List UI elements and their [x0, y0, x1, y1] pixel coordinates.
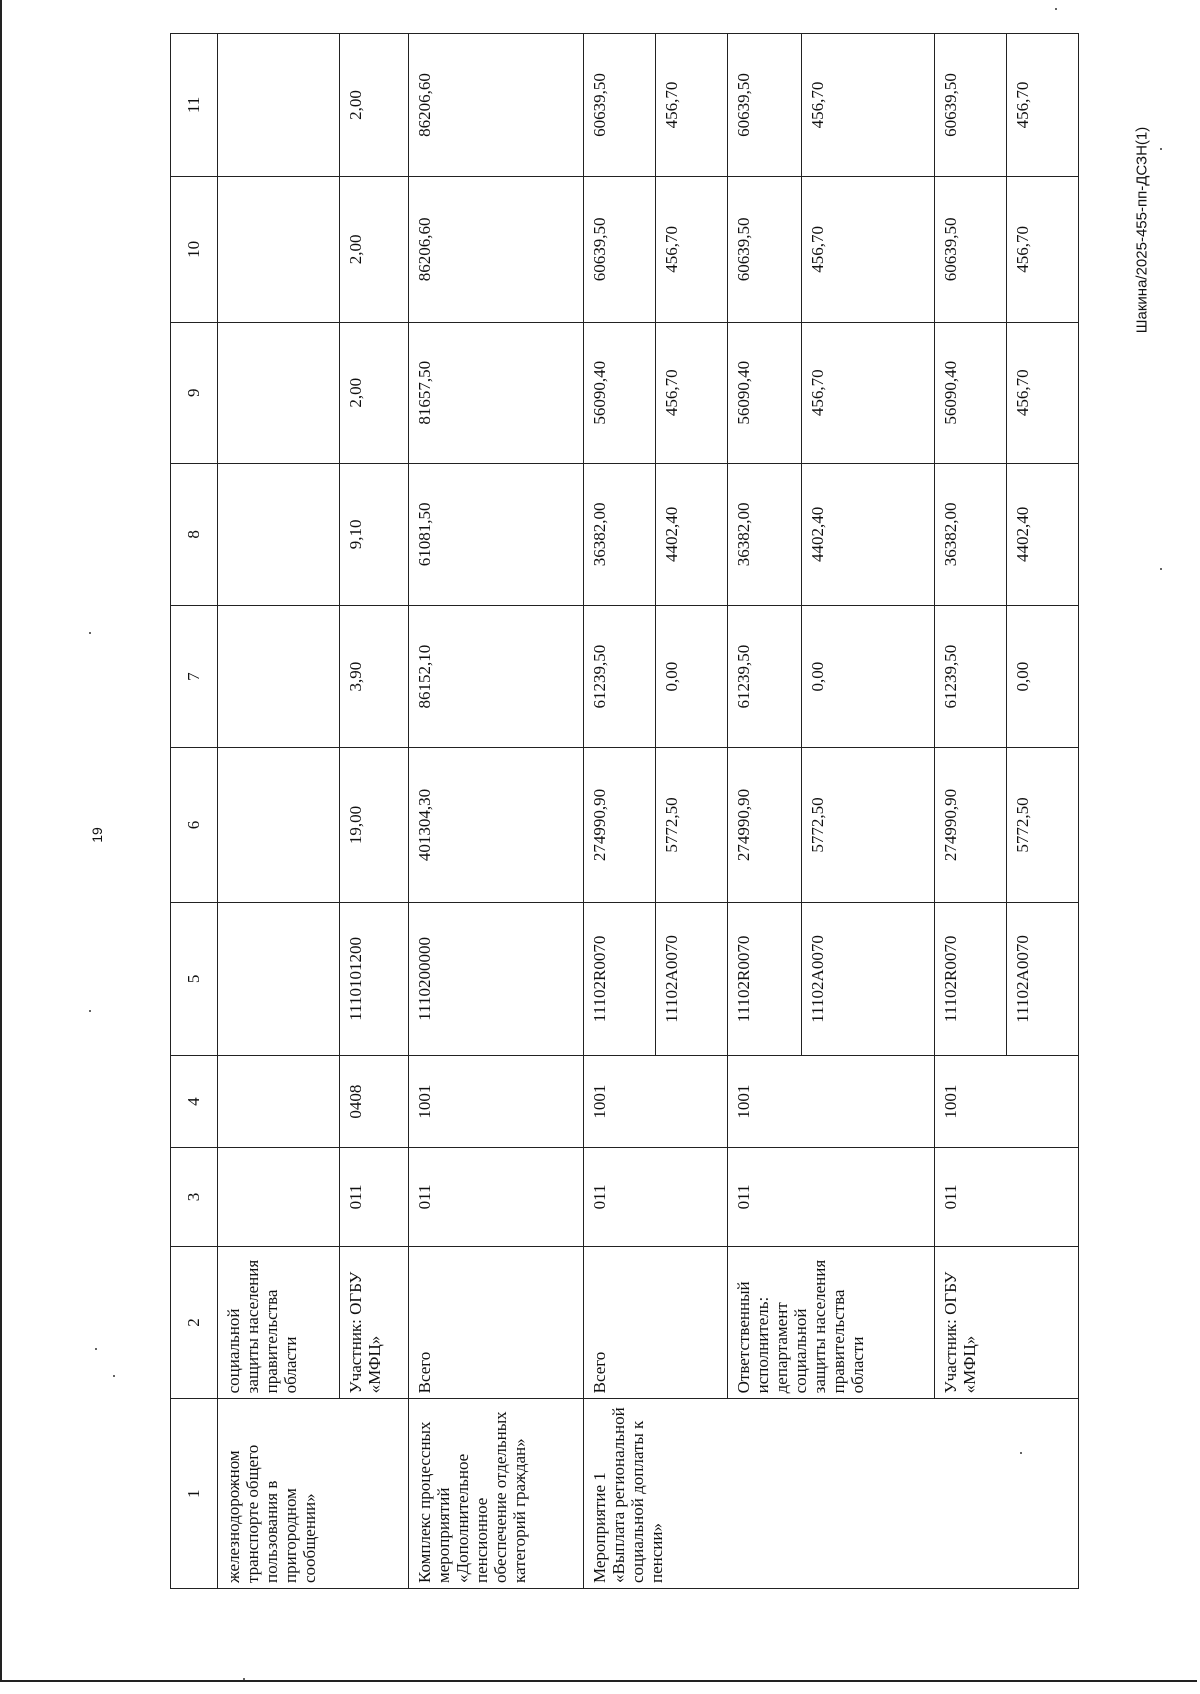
cell — [218, 903, 340, 1056]
header-cell: 6 — [171, 747, 218, 902]
header-cell: 7 — [171, 606, 218, 748]
participant-cell: социальной защиты населения правительства области — [218, 1246, 340, 1399]
cell: 456,70 — [655, 176, 727, 322]
cell — [218, 747, 340, 902]
cell: 0,00 — [802, 606, 935, 748]
cell: 274990,90 — [934, 747, 1006, 902]
cell: 56090,40 — [583, 322, 655, 463]
participant-cell: Участник: ОГБУ «МФЦ» — [934, 1246, 1078, 1399]
table-row — [339, 34, 408, 1589]
cell: 60639,50 — [728, 34, 802, 177]
cell: 11102R0070 — [728, 903, 802, 1056]
table-row — [728, 34, 802, 1589]
cell: 86206,60 — [408, 34, 583, 177]
cell: 011 — [934, 1148, 1078, 1246]
cell: 86152,10 — [408, 606, 583, 748]
document-code: Шакина/2025-455-пп-ДСЗН(1) — [1133, 126, 1151, 334]
cell: 61239,50 — [728, 606, 802, 748]
cell: 81657,50 — [408, 322, 583, 463]
header-cell: 10 — [171, 176, 218, 322]
cell: 0,00 — [1006, 606, 1078, 748]
cell: 401304,30 — [408, 747, 583, 902]
cell: 456,70 — [802, 176, 935, 322]
participant-cell: Участник: ОГБУ «МФЦ» — [339, 1246, 408, 1399]
cell: 4402,40 — [802, 463, 935, 606]
cell: 1001 — [408, 1055, 583, 1148]
header-cell: 4 — [171, 1055, 218, 1148]
cell: 36382,00 — [934, 463, 1006, 606]
cell: 36382,00 — [728, 463, 802, 606]
scan-speck — [89, 1010, 91, 1012]
budget-table — [170, 33, 1079, 1589]
header-cell: 5 — [171, 903, 218, 1056]
table-row — [934, 34, 1006, 1589]
cell: 5772,50 — [1006, 747, 1078, 902]
cell: 011 — [583, 1148, 727, 1246]
cell — [218, 1055, 340, 1148]
table-row — [408, 34, 583, 1589]
scan-speck — [89, 632, 91, 634]
participant-cell: Ответственный исполнитель: департамент социальной защиты населения правительства области — [728, 1246, 935, 1399]
cell: 60639,50 — [728, 176, 802, 322]
scan-speck — [95, 1348, 97, 1350]
cell: 9,10 — [339, 463, 408, 606]
participant-cell: Всего — [408, 1246, 583, 1399]
table-row — [218, 34, 340, 1589]
row-label: железнодорожном транспорте общего пользования в пригородном сообщении» — [218, 1399, 409, 1589]
header-cell: 3 — [171, 1148, 218, 1246]
cell: 456,70 — [655, 322, 727, 463]
cell: 0,00 — [655, 606, 727, 748]
header-cell: 1 — [171, 1399, 218, 1589]
header-cell: 2 — [171, 1246, 218, 1399]
cell: 60639,50 — [934, 34, 1006, 177]
cell: 56090,40 — [728, 322, 802, 463]
cell: 011 — [728, 1148, 935, 1246]
cell: 61239,50 — [583, 606, 655, 748]
cell: 1001 — [934, 1055, 1078, 1148]
cell: 11102R0070 — [583, 903, 655, 1056]
cell: 4402,40 — [655, 463, 727, 606]
cell: 2,00 — [339, 34, 408, 177]
cell — [218, 34, 340, 177]
scan-speck — [1160, 148, 1162, 150]
cell: 1110101200 — [339, 903, 408, 1056]
scan-speck — [243, 1678, 245, 1680]
cell: 11102A0070 — [1006, 903, 1078, 1056]
cell: 60639,50 — [583, 34, 655, 177]
cell — [218, 606, 340, 748]
cell: 61239,50 — [934, 606, 1006, 748]
row-label: Комплекс процессных мероприятий «Дополнительное пенсионное обеспечение отдельных категорий граждан» — [408, 1399, 583, 1589]
scan-speck — [1160, 568, 1162, 570]
cell: 456,70 — [1006, 176, 1078, 322]
cell: 274990,90 — [728, 747, 802, 902]
cell: 456,70 — [802, 34, 935, 177]
cell: 56090,40 — [934, 322, 1006, 463]
cell: 5772,50 — [655, 747, 727, 902]
cell: 11102A0070 — [655, 903, 727, 1056]
header-row — [171, 34, 218, 1589]
cell: 61081,50 — [408, 463, 583, 606]
cell: 19,00 — [339, 747, 408, 902]
cell: 5772,50 — [802, 747, 935, 902]
cell: 2,00 — [339, 322, 408, 463]
cell: 456,70 — [1006, 322, 1078, 463]
cell: 36382,00 — [583, 463, 655, 606]
participant-cell: Всего — [583, 1246, 727, 1399]
cell: 86206,60 — [408, 176, 583, 322]
cell: 3,90 — [339, 606, 408, 748]
cell — [218, 463, 340, 606]
header-cell: 11 — [171, 34, 218, 177]
row-label: Мероприятие 1 «Выплата региональной социальной доплаты к пенсии» — [583, 1399, 1078, 1589]
header-cell: 9 — [171, 322, 218, 463]
cell: 0408 — [339, 1055, 408, 1148]
page-number: 19 — [89, 827, 105, 843]
cell: 60639,50 — [934, 176, 1006, 322]
cell: 456,70 — [1006, 34, 1078, 177]
cell: 456,70 — [802, 322, 935, 463]
cell — [218, 1148, 340, 1246]
cell: 011 — [339, 1148, 408, 1246]
scan-speck — [1055, 8, 1057, 10]
cell: 11102A0070 — [802, 903, 935, 1056]
cell: 1001 — [728, 1055, 935, 1148]
table-row — [583, 34, 655, 1589]
header-cell: 8 — [171, 463, 218, 606]
cell: 1001 — [583, 1055, 727, 1148]
cell: 11102R0070 — [934, 903, 1006, 1056]
cell: 60639,50 — [583, 176, 655, 322]
cell: 1110200000 — [408, 903, 583, 1056]
cell: 4402,40 — [1006, 463, 1078, 606]
scan-speck — [113, 1375, 115, 1377]
cell: 011 — [408, 1148, 583, 1246]
cell — [218, 322, 340, 463]
cell: 2,00 — [339, 176, 408, 322]
cell: 456,70 — [655, 34, 727, 177]
cell — [218, 176, 340, 322]
cell: 274990,90 — [583, 747, 655, 902]
rotated-table-area — [170, 33, 1079, 1589]
